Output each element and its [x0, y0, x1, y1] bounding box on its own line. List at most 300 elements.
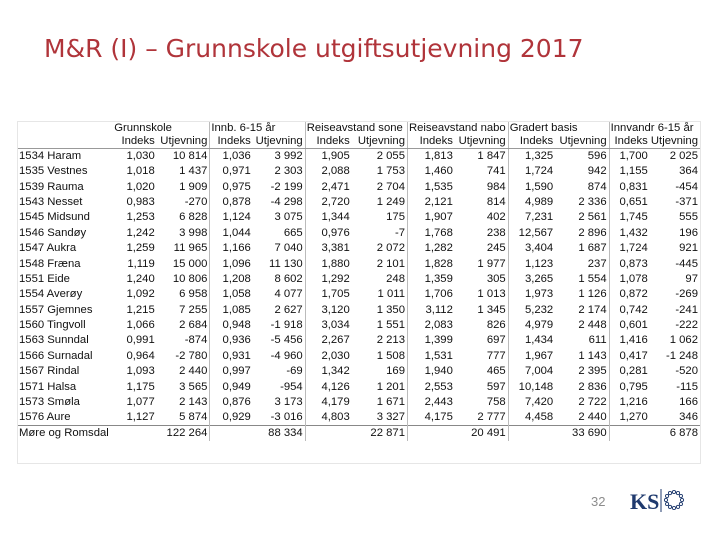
data-cell: 1 977	[455, 256, 508, 271]
table-body	[18, 149, 700, 442]
data-cell: -874	[157, 333, 210, 348]
data-cell: 169	[352, 364, 408, 379]
data-cell: 1,092	[126, 288, 155, 301]
data-cell: 4,179	[321, 396, 350, 409]
data-cell: 3,034	[321, 319, 350, 332]
data-cell: 1,166	[222, 242, 251, 255]
municipality-name: 1554 Averøy	[19, 288, 83, 301]
data-cell: 1 249	[352, 195, 408, 210]
data-table	[18, 122, 700, 441]
data-cell: 1 201	[352, 379, 408, 394]
data-cell: 0,601	[619, 319, 648, 332]
data-cell: 2 448	[555, 318, 609, 333]
group-header: Reiseavstand nabo	[407, 122, 508, 135]
data-cell: 874	[555, 179, 609, 194]
data-cell: 1,208	[222, 272, 251, 285]
emblem-dot	[664, 498, 667, 501]
data-cell: 0,971	[222, 165, 251, 178]
data-cell: 0,975	[222, 180, 251, 193]
data-cell: 2,030	[321, 349, 350, 362]
emblem-dot	[668, 491, 671, 494]
data-cell: 1,127	[126, 411, 155, 424]
emblem-dot	[679, 502, 682, 505]
data-cell: 6 958	[157, 287, 210, 302]
data-cell: 7 255	[157, 303, 210, 318]
emblem-dot	[679, 494, 682, 497]
data-cell: -4 298	[253, 195, 305, 210]
data-cell: -454	[675, 180, 698, 193]
data-cell: 2 336	[555, 195, 609, 210]
data-cell: 2 303	[253, 164, 305, 179]
data-cell: 97	[685, 272, 698, 285]
data-cell: 5 874	[157, 410, 210, 426]
data-cell: 1,240	[126, 272, 155, 285]
logo-text: KS	[630, 489, 660, 514]
table-row	[18, 164, 700, 179]
data-cell: 1,270	[619, 411, 648, 424]
data-cell: 3 173	[253, 395, 305, 410]
data-cell: 0,795	[619, 380, 648, 393]
table-row	[18, 410, 700, 426]
sub-header: Indeks	[609, 135, 650, 149]
data-cell: 238	[455, 226, 508, 241]
data-cell: -371	[675, 195, 698, 208]
sub-header: Utjevning	[157, 135, 210, 149]
data-cell: 758	[455, 395, 508, 410]
data-cell: 3 998	[157, 226, 210, 241]
data-cell: 1,036	[222, 150, 251, 162]
data-cell: 2,121	[424, 195, 453, 208]
data-cell: 1,700	[619, 150, 648, 162]
group-header: Reiseavstand sone	[305, 122, 407, 135]
data-cell: 0,742	[619, 303, 648, 316]
total-cell	[305, 426, 352, 442]
data-cell: 3,381	[321, 242, 350, 255]
data-cell: 1,706	[424, 288, 453, 301]
data-cell: 1,215	[126, 303, 155, 316]
corner-cell	[18, 135, 113, 149]
data-cell: 8 602	[253, 272, 305, 287]
data-cell: 1,590	[524, 180, 554, 193]
data-cell: 2 395	[555, 364, 609, 379]
data-cell: 0,872	[619, 288, 648, 301]
data-cell: 826	[455, 318, 508, 333]
sub-header: Indeks	[305, 135, 352, 149]
data-cell: 0,878	[222, 195, 251, 208]
data-cell: 7,231	[524, 211, 554, 224]
data-cell: 10,148	[518, 380, 554, 393]
total-label: Møre og Romsdal	[18, 426, 113, 442]
data-cell: 1,745	[619, 211, 648, 224]
total-cell: 33 690	[555, 426, 609, 442]
sub-header: Utjevning	[650, 135, 698, 147]
data-cell: 2 722	[555, 395, 609, 410]
table-row	[18, 272, 700, 287]
data-cell: 3,404	[524, 242, 554, 255]
data-cell: 1,175	[126, 380, 155, 393]
table-row	[18, 256, 700, 271]
data-cell: 1 062	[669, 334, 698, 347]
data-cell: 1,078	[619, 272, 648, 285]
data-cell: 1,259	[126, 242, 155, 255]
data-cell: 2 213	[352, 333, 408, 348]
data-cell: 4 077	[253, 287, 305, 302]
data-cell: 5,232	[524, 303, 554, 316]
data-cell: -2 199	[253, 179, 305, 194]
table-row	[18, 379, 700, 394]
data-cell: 7,004	[524, 365, 554, 378]
data-cell: 1,907	[424, 211, 453, 224]
emblem-dot	[665, 502, 668, 505]
data-cell: -115	[676, 380, 698, 393]
emblem-dot	[672, 490, 675, 493]
data-cell: 10 806	[157, 272, 210, 287]
data-cell: 1,093	[126, 365, 155, 378]
data-cell: 364	[679, 165, 698, 178]
data-cell: 1 909	[157, 179, 210, 194]
data-cell: 166	[679, 396, 698, 409]
data-cell: 611	[555, 333, 609, 348]
municipality-name: 1576 Aure	[19, 411, 71, 424]
table-row	[18, 226, 700, 241]
data-cell: 2,088	[321, 165, 350, 178]
table-row	[18, 333, 700, 348]
data-cell: 2 143	[157, 395, 210, 410]
data-cell: 1 508	[352, 349, 408, 364]
sub-header: Indeks	[210, 135, 253, 149]
data-cell: 175	[352, 210, 408, 225]
data-cell: 1 671	[352, 395, 408, 410]
data-cell: 697	[455, 333, 508, 348]
data-cell: 777	[455, 349, 508, 364]
municipality-name: 1534 Haram	[19, 150, 82, 162]
data-cell: 1,242	[126, 226, 155, 239]
group-header-row	[18, 122, 700, 135]
data-cell: 2,443	[424, 396, 453, 409]
data-cell: 402	[455, 210, 508, 225]
data-cell: 597	[455, 379, 508, 394]
data-cell: 1,432	[619, 226, 648, 239]
data-cell: -445	[675, 257, 698, 270]
data-cell: 1,813	[424, 150, 453, 162]
emblem-dot	[676, 491, 679, 494]
data-cell: 1,434	[524, 334, 554, 347]
emblem-dot	[676, 505, 679, 508]
data-cell: 1,096	[222, 257, 251, 270]
data-cell: 1,058	[222, 288, 251, 301]
data-cell: 1,342	[321, 365, 350, 378]
data-cell: 4,458	[524, 411, 554, 424]
data-cell: -4 960	[253, 349, 305, 364]
sub-header: Utjevning	[455, 135, 508, 149]
data-cell: 4,979	[524, 319, 554, 332]
data-cell: 1,282	[424, 242, 453, 255]
total-cell	[407, 426, 454, 442]
data-cell: -269	[675, 288, 698, 301]
data-cell: 2 072	[352, 241, 408, 256]
data-cell: 15 000	[157, 256, 210, 271]
data-cell: 2,083	[424, 319, 453, 332]
sub-header: Utjevning	[555, 135, 609, 149]
municipality-name: 1551 Eide	[19, 272, 70, 285]
data-cell: 1,768	[424, 226, 453, 239]
data-cell: 11 965	[157, 241, 210, 256]
data-cell: 1,085	[222, 303, 251, 316]
data-cell: 984	[455, 179, 508, 194]
page-number: 32	[591, 494, 606, 509]
data-cell: 1 551	[352, 318, 408, 333]
data-cell: 1,416	[619, 334, 648, 347]
data-cell: 1,155	[619, 165, 648, 178]
data-cell: 1,253	[126, 211, 155, 224]
data-cell: 2 025	[669, 150, 698, 162]
data-cell: 245	[455, 241, 508, 256]
total-cell	[609, 426, 650, 442]
data-cell: 665	[253, 226, 305, 241]
data-cell: -3 016	[253, 410, 305, 426]
municipality-name: 1545 Midsund	[19, 211, 90, 224]
data-cell: 1 687	[555, 241, 609, 256]
data-cell: 1 345	[455, 303, 508, 318]
data-cell: 1,020	[126, 180, 155, 193]
municipality-name: 1571 Halsa	[19, 380, 77, 393]
data-cell: 2,720	[321, 195, 350, 208]
municipality-name: 1539 Rauma	[19, 180, 84, 193]
municipality-name: 1567 Rindal	[19, 365, 80, 378]
data-cell: 346	[679, 411, 698, 424]
data-cell: 1,531	[424, 349, 453, 362]
data-cell: 0,983	[126, 195, 155, 208]
data-cell: -520	[675, 365, 698, 378]
group-header: Innvandr 6-15 år	[610, 122, 694, 134]
total-cell	[210, 426, 253, 442]
data-cell: 1,460	[424, 165, 453, 178]
data-cell: 0,976	[321, 226, 350, 239]
data-table-container	[17, 121, 701, 464]
data-cell: 1 437	[157, 164, 210, 179]
data-cell: 3 992	[253, 149, 305, 165]
data-cell: 237	[555, 256, 609, 271]
data-cell: 1,940	[424, 365, 453, 378]
data-cell: 4,989	[524, 195, 554, 208]
data-cell: 2 440	[157, 364, 210, 379]
data-cell: 11 130	[253, 256, 305, 271]
data-cell: 0,997	[222, 365, 251, 378]
data-cell: 1,030	[126, 150, 155, 162]
total-cell: 22 871	[352, 426, 408, 442]
data-cell: 1,705	[321, 288, 350, 301]
data-cell: 0,931	[222, 349, 251, 362]
data-cell: -954	[253, 379, 305, 394]
data-cell: 921	[679, 242, 698, 255]
table-row	[18, 349, 700, 364]
emblem-dot	[672, 506, 675, 509]
data-cell: 0,873	[619, 257, 648, 270]
data-cell: 2 627	[253, 303, 305, 318]
sub-header: Utjevning	[352, 135, 408, 149]
data-cell: 4,126	[321, 380, 350, 393]
data-cell: -270	[157, 195, 210, 210]
data-cell: 2 561	[555, 210, 609, 225]
data-cell: 1,967	[524, 349, 554, 362]
table-row	[18, 303, 700, 318]
data-cell: 1,124	[222, 211, 251, 224]
table-row	[18, 318, 700, 333]
municipality-name: 1557 Gjemnes	[19, 303, 93, 316]
municipality-name: 1566 Surnadal	[19, 349, 93, 362]
data-cell: -5 456	[253, 333, 305, 348]
table-row	[18, 395, 700, 410]
data-cell: 12,567	[518, 226, 554, 239]
data-cell: 2 704	[352, 179, 408, 194]
data-cell: 0,936	[222, 334, 251, 347]
data-cell: 0,876	[222, 396, 251, 409]
municipality-name: 1548 Fræna	[19, 257, 81, 270]
data-cell: 3,112	[425, 303, 453, 316]
data-cell: 0,831	[619, 180, 648, 193]
data-cell: 1,399	[424, 334, 453, 347]
logo-emblem	[664, 490, 683, 509]
data-cell: -7	[352, 226, 408, 241]
data-cell: 6 828	[157, 210, 210, 225]
data-cell: 1,724	[619, 242, 648, 255]
municipality-name: 1573 Smøla	[19, 396, 80, 409]
data-cell: 1,292	[321, 272, 350, 285]
data-cell: 3 565	[157, 379, 210, 394]
data-cell: 0,651	[619, 195, 648, 208]
total-row	[18, 426, 700, 442]
sub-header: Indeks	[407, 135, 454, 149]
data-cell: 1 126	[555, 287, 609, 302]
data-cell: 814	[455, 195, 508, 210]
corner-cell	[18, 122, 113, 135]
data-cell: 3 327	[352, 410, 408, 426]
data-cell: 1 847	[455, 149, 508, 165]
emblem-dot	[680, 498, 683, 501]
data-cell: 10 814	[157, 149, 210, 165]
data-cell: 1,325	[524, 150, 554, 162]
municipality-name: 1546 Sandøy	[19, 226, 87, 239]
data-cell: 196	[679, 226, 698, 239]
sub-header: Utjevning	[253, 135, 305, 149]
data-cell: 741	[455, 164, 508, 179]
data-cell: 2 174	[555, 303, 609, 318]
data-cell: 1,724	[524, 165, 554, 178]
data-cell: 1 753	[352, 164, 408, 179]
municipality-name: 1563 Sunndal	[19, 334, 89, 347]
data-cell: 1,880	[321, 257, 350, 270]
data-cell: 1,828	[424, 257, 453, 270]
total-cell: 88 334	[253, 426, 305, 442]
table-row	[18, 210, 700, 225]
table-row	[18, 149, 700, 165]
data-cell: 1 013	[455, 287, 508, 302]
data-cell: 0,948	[222, 319, 251, 332]
slide-title: M&R (I) – Grunnskole utgiftsutjevning 2017	[44, 34, 584, 63]
data-cell: 0,417	[619, 349, 648, 362]
data-cell: -2 780	[157, 349, 210, 364]
data-cell: 1,044	[222, 226, 251, 239]
data-cell: 1 143	[555, 349, 609, 364]
total-cell: 20 491	[455, 426, 508, 442]
table-row	[18, 195, 700, 210]
data-cell: 4,803	[321, 411, 350, 424]
data-cell: 3 075	[253, 210, 305, 225]
sub-header: Indeks	[113, 135, 157, 149]
table-row	[18, 241, 700, 256]
data-cell: -222	[675, 319, 698, 332]
data-cell: 2 896	[555, 226, 609, 241]
data-cell: 555	[679, 211, 698, 224]
data-cell: 2 101	[352, 256, 408, 271]
data-cell: -1 248	[665, 349, 698, 362]
data-cell: 0,281	[619, 365, 648, 378]
data-cell: 3,265	[524, 272, 554, 285]
data-cell: 2,267	[321, 334, 350, 347]
municipality-name: 1547 Aukra	[19, 242, 77, 255]
data-cell: -241	[675, 303, 698, 316]
data-cell: 1 554	[555, 272, 609, 287]
data-cell: -69	[253, 364, 305, 379]
total-cell	[508, 426, 555, 442]
data-cell: -1 918	[253, 318, 305, 333]
data-cell: 7 040	[253, 241, 305, 256]
data-cell: 1,123	[524, 257, 554, 270]
data-cell: 2 836	[555, 379, 609, 394]
data-cell: 1,066	[126, 319, 155, 332]
data-cell: 3,120	[321, 303, 350, 316]
group-header: Grunnskole	[113, 122, 210, 135]
data-cell: 1 350	[352, 303, 408, 318]
data-cell: 1,359	[424, 272, 453, 285]
emblem-dot	[665, 494, 668, 497]
data-cell: 1 011	[352, 287, 408, 302]
data-cell: 1,973	[524, 288, 554, 301]
data-cell: 0,949	[222, 380, 251, 393]
data-cell: 1,344	[321, 211, 350, 224]
data-cell: 942	[555, 164, 609, 179]
total-cell	[113, 426, 157, 442]
group-header: Gradert basis	[508, 122, 609, 135]
data-cell: 4,175	[424, 411, 453, 424]
municipality-name: 1560 Tingvoll	[19, 319, 86, 332]
data-cell: 305	[455, 272, 508, 287]
data-cell: 1,905	[321, 150, 350, 162]
municipality-name: 1543 Nesset	[19, 195, 83, 208]
sub-header: Indeks	[508, 135, 555, 149]
data-cell: 7,420	[524, 396, 554, 409]
municipality-name: 1535 Vestnes	[19, 165, 88, 178]
data-cell: 2 440	[555, 410, 609, 426]
data-cell: 0,991	[126, 334, 155, 347]
group-header: Innb. 6-15 år	[210, 122, 305, 135]
data-cell: 2,553	[424, 380, 453, 393]
table-row	[18, 364, 700, 379]
data-cell: 1,119	[127, 257, 155, 270]
data-cell: 596	[555, 149, 609, 165]
ks-logo	[627, 485, 687, 515]
data-cell: 465	[455, 364, 508, 379]
data-cell: 2 055	[352, 149, 408, 165]
total-cell: 6 878	[650, 426, 700, 442]
data-cell: 2 777	[455, 410, 508, 426]
data-cell: 248	[352, 272, 408, 287]
data-cell: 2 684	[157, 318, 210, 333]
table-row	[18, 179, 700, 194]
sub-header-row	[18, 135, 700, 149]
data-cell: 0,964	[126, 349, 155, 362]
data-cell: 1,077	[126, 396, 155, 409]
